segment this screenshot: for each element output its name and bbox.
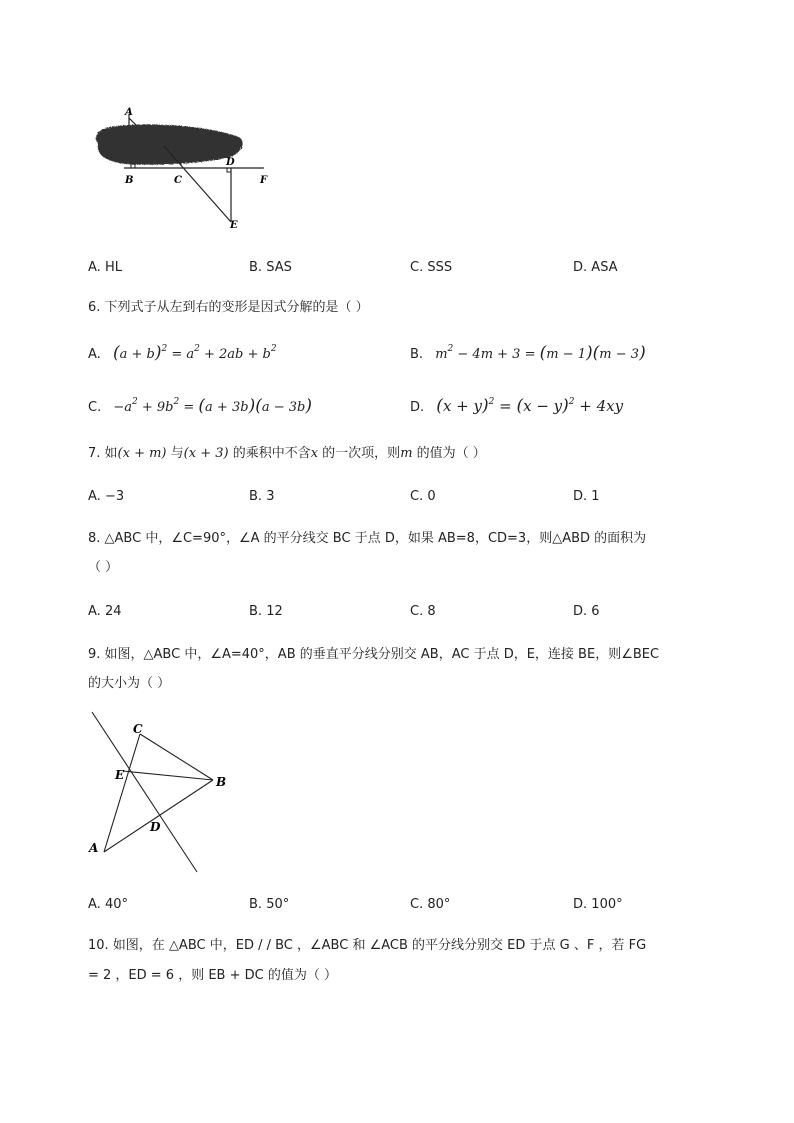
q5-option-a[interactable]: A. HL: [88, 260, 122, 275]
fig5-label-c: C: [174, 175, 182, 186]
q9-option-d[interactable]: D. 100°: [573, 897, 623, 912]
fig9-label-a: A: [89, 841, 99, 855]
q9-option-a[interactable]: A. 40°: [88, 897, 128, 912]
q6-option-d[interactable]: D. $(x + y)^2 = (x - y)^2 + 4xy$: [410, 396, 624, 416]
pond-blob: [96, 124, 243, 164]
q8-option-c[interactable]: C. 8: [410, 604, 436, 619]
question7-stem: 7. 如(x + m) 与(x + 3) 的乘积中不含x 的一次项，则m 的值为（ ）: [88, 446, 486, 461]
question8-stem-line2: （ ）: [88, 560, 119, 575]
question5-figure: [86, 104, 276, 232]
fig5-label-a: A: [125, 107, 133, 118]
q9-option-b[interactable]: B. 50°: [249, 897, 290, 912]
question10-stem-line2: = 2 ，ED = 6 ，则 EB + DC 的值为（ ）: [88, 968, 337, 983]
fig5-label-d: D: [226, 157, 235, 168]
q6-option-a[interactable]: A. $(a + b)^2 = a^2 + 2ab + b^2$: [88, 343, 277, 363]
q8-option-a[interactable]: A. 24: [88, 604, 122, 619]
q6-option-c[interactable]: C. $-a^2 + 9b^2 = (a + 3b)(a - 3b)$: [88, 396, 312, 416]
question9-figure: [80, 706, 240, 878]
q6-option-b[interactable]: B. $m^2 - 4m + 3 = (m - 1)(m - 3)$: [410, 343, 646, 363]
question8-stem-line1: 8. △ABC 中，∠C=90°，∠A 的平分线交 BC 于点 D，如果 AB=8，CD=3，则△ABD 的面积为: [88, 531, 647, 546]
fig9-label-c: C: [133, 722, 143, 736]
fig5-label-b: B: [125, 175, 134, 186]
fig9-label-e: E: [115, 768, 125, 782]
q7-option-d[interactable]: D. 1: [573, 489, 600, 504]
question6-stem: 6. 下列式子从左到右的变形是因式分解的是（ ）: [88, 300, 369, 315]
fig5-label-f: F: [260, 175, 268, 186]
q7-option-b[interactable]: B. 3: [249, 489, 275, 504]
q9-option-c[interactable]: C. 80°: [410, 897, 451, 912]
q7-option-a[interactable]: A. −3: [88, 489, 125, 504]
q5-option-d[interactable]: D. ASA: [573, 260, 618, 275]
question10-stem-line1: 10. 如图，在 △ABC 中，ED / / BC ，∠ABC 和 ∠ACB 的平分线分别交 ED 于点 G 、F ，若 FG: [88, 938, 647, 953]
q5-option-c[interactable]: C. SSS: [410, 260, 453, 275]
q5-option-b[interactable]: B. SAS: [249, 260, 292, 275]
q8-option-b[interactable]: B. 12: [249, 604, 283, 619]
question9-stem-line1: 9. 如图，△ABC 中，∠A=40°，AB 的垂直平分线分别交 AB，AC 于点 D，E，连接 BE，则∠BEC: [88, 647, 660, 662]
q7-option-c[interactable]: C. 0: [410, 489, 436, 504]
fig9-label-b: B: [216, 775, 227, 789]
fig5-label-e: E: [230, 220, 238, 231]
q8-option-d[interactable]: D. 6: [573, 604, 600, 619]
question9-stem-line2: 的大小为（ ）: [88, 676, 171, 691]
fig9-label-d: D: [150, 820, 161, 834]
